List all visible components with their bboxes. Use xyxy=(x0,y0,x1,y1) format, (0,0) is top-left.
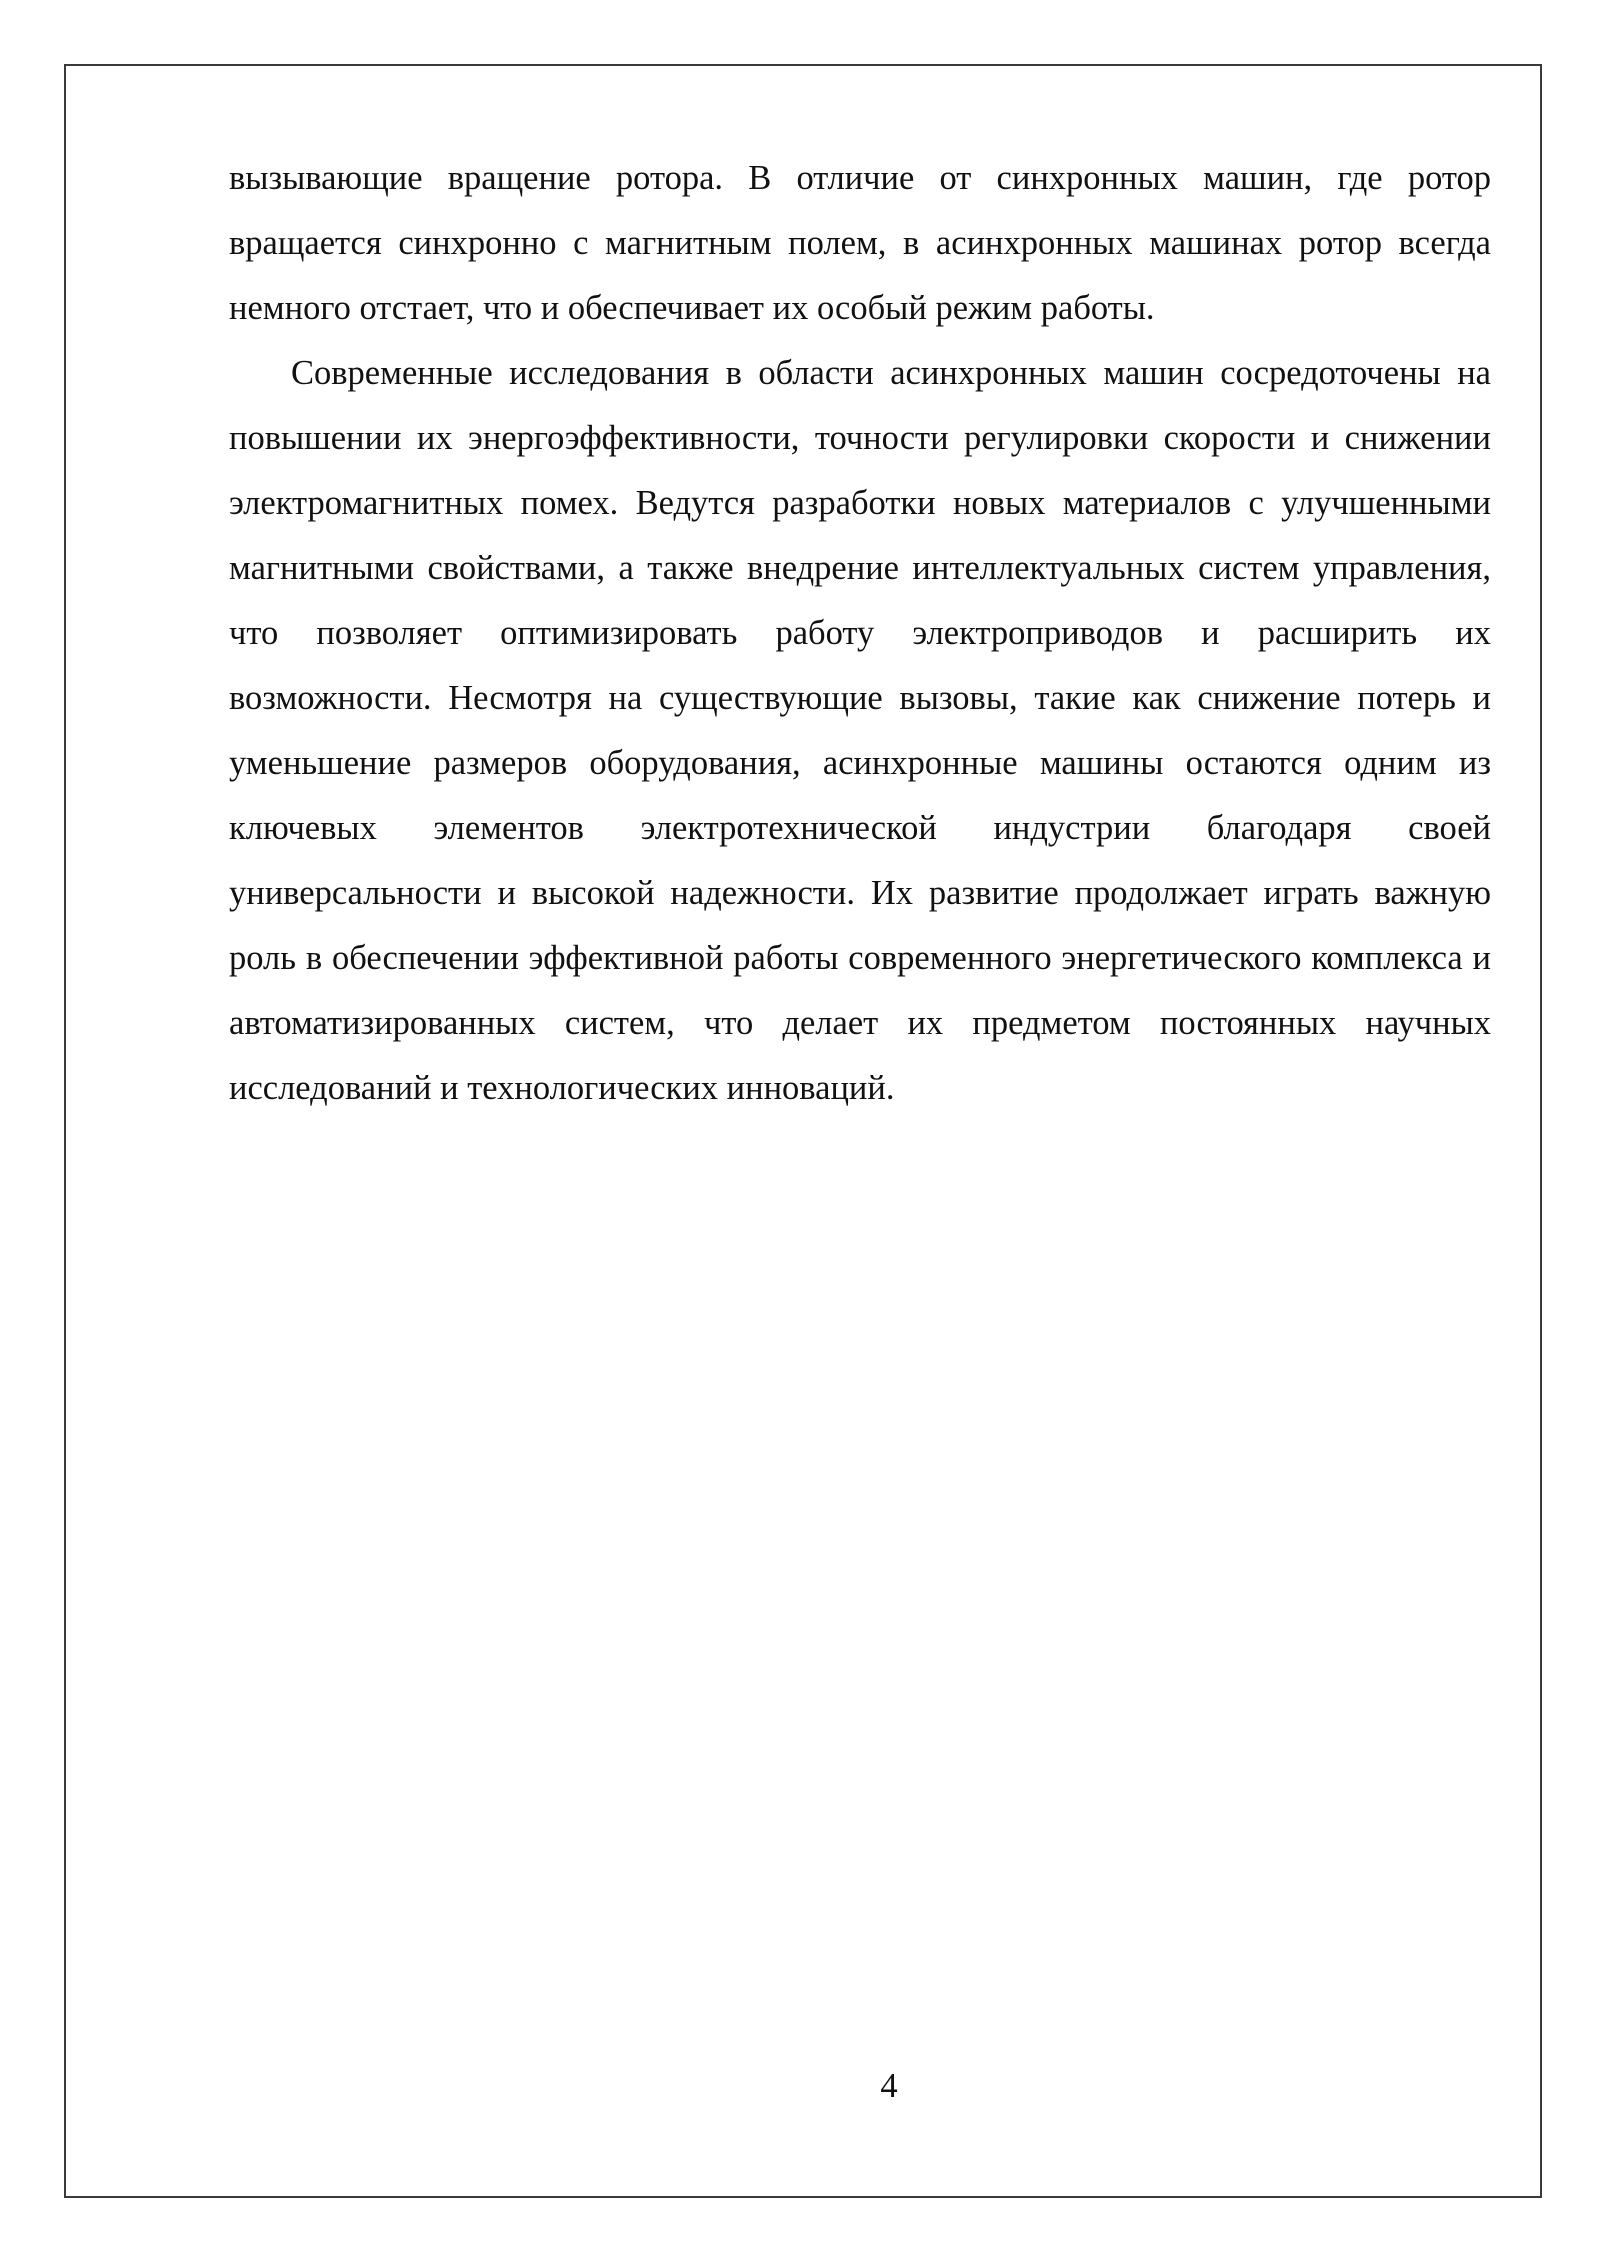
paragraph-research: Современные исследования в области асинхронных машин сосредоточены на повышении их энергоэффективности, точности регулировки скорости и снижении электромагнитных помех. Ведутся разработки новых материалов с улучшенными магнитными свойствами, а также внедрение интеллектуальных систем управления, что позволяет оптимизировать работу электроприводов и расширить их возможности. Несмотря на существующие вызовы, такие как снижение потерь и уменьшение размеров оборудования, асинхронные машины остаются одним из ключевых элементов электротехнической индустрии благодаря своей универсальности и высокой надежности. Их развитие продолжает играть важную роль в обеспечении эффективной работы современного энергетического комплекса и автоматизированных систем, что делает их предметом постоянных научных исследований и технологических инноваций. xyxy=(229,354,1491,1107)
paragraph-continuation: вызывающие вращение ротора. В отличие от синхронных машин, где ротор вращается синхронно с магнитным полем, в асинхронных машинах ротор всегда немного отстает, что и обеспечивает их особый режим работы. xyxy=(229,159,1491,327)
document-body xyxy=(229,146,1491,1121)
page-number: 4 xyxy=(880,2067,898,2105)
